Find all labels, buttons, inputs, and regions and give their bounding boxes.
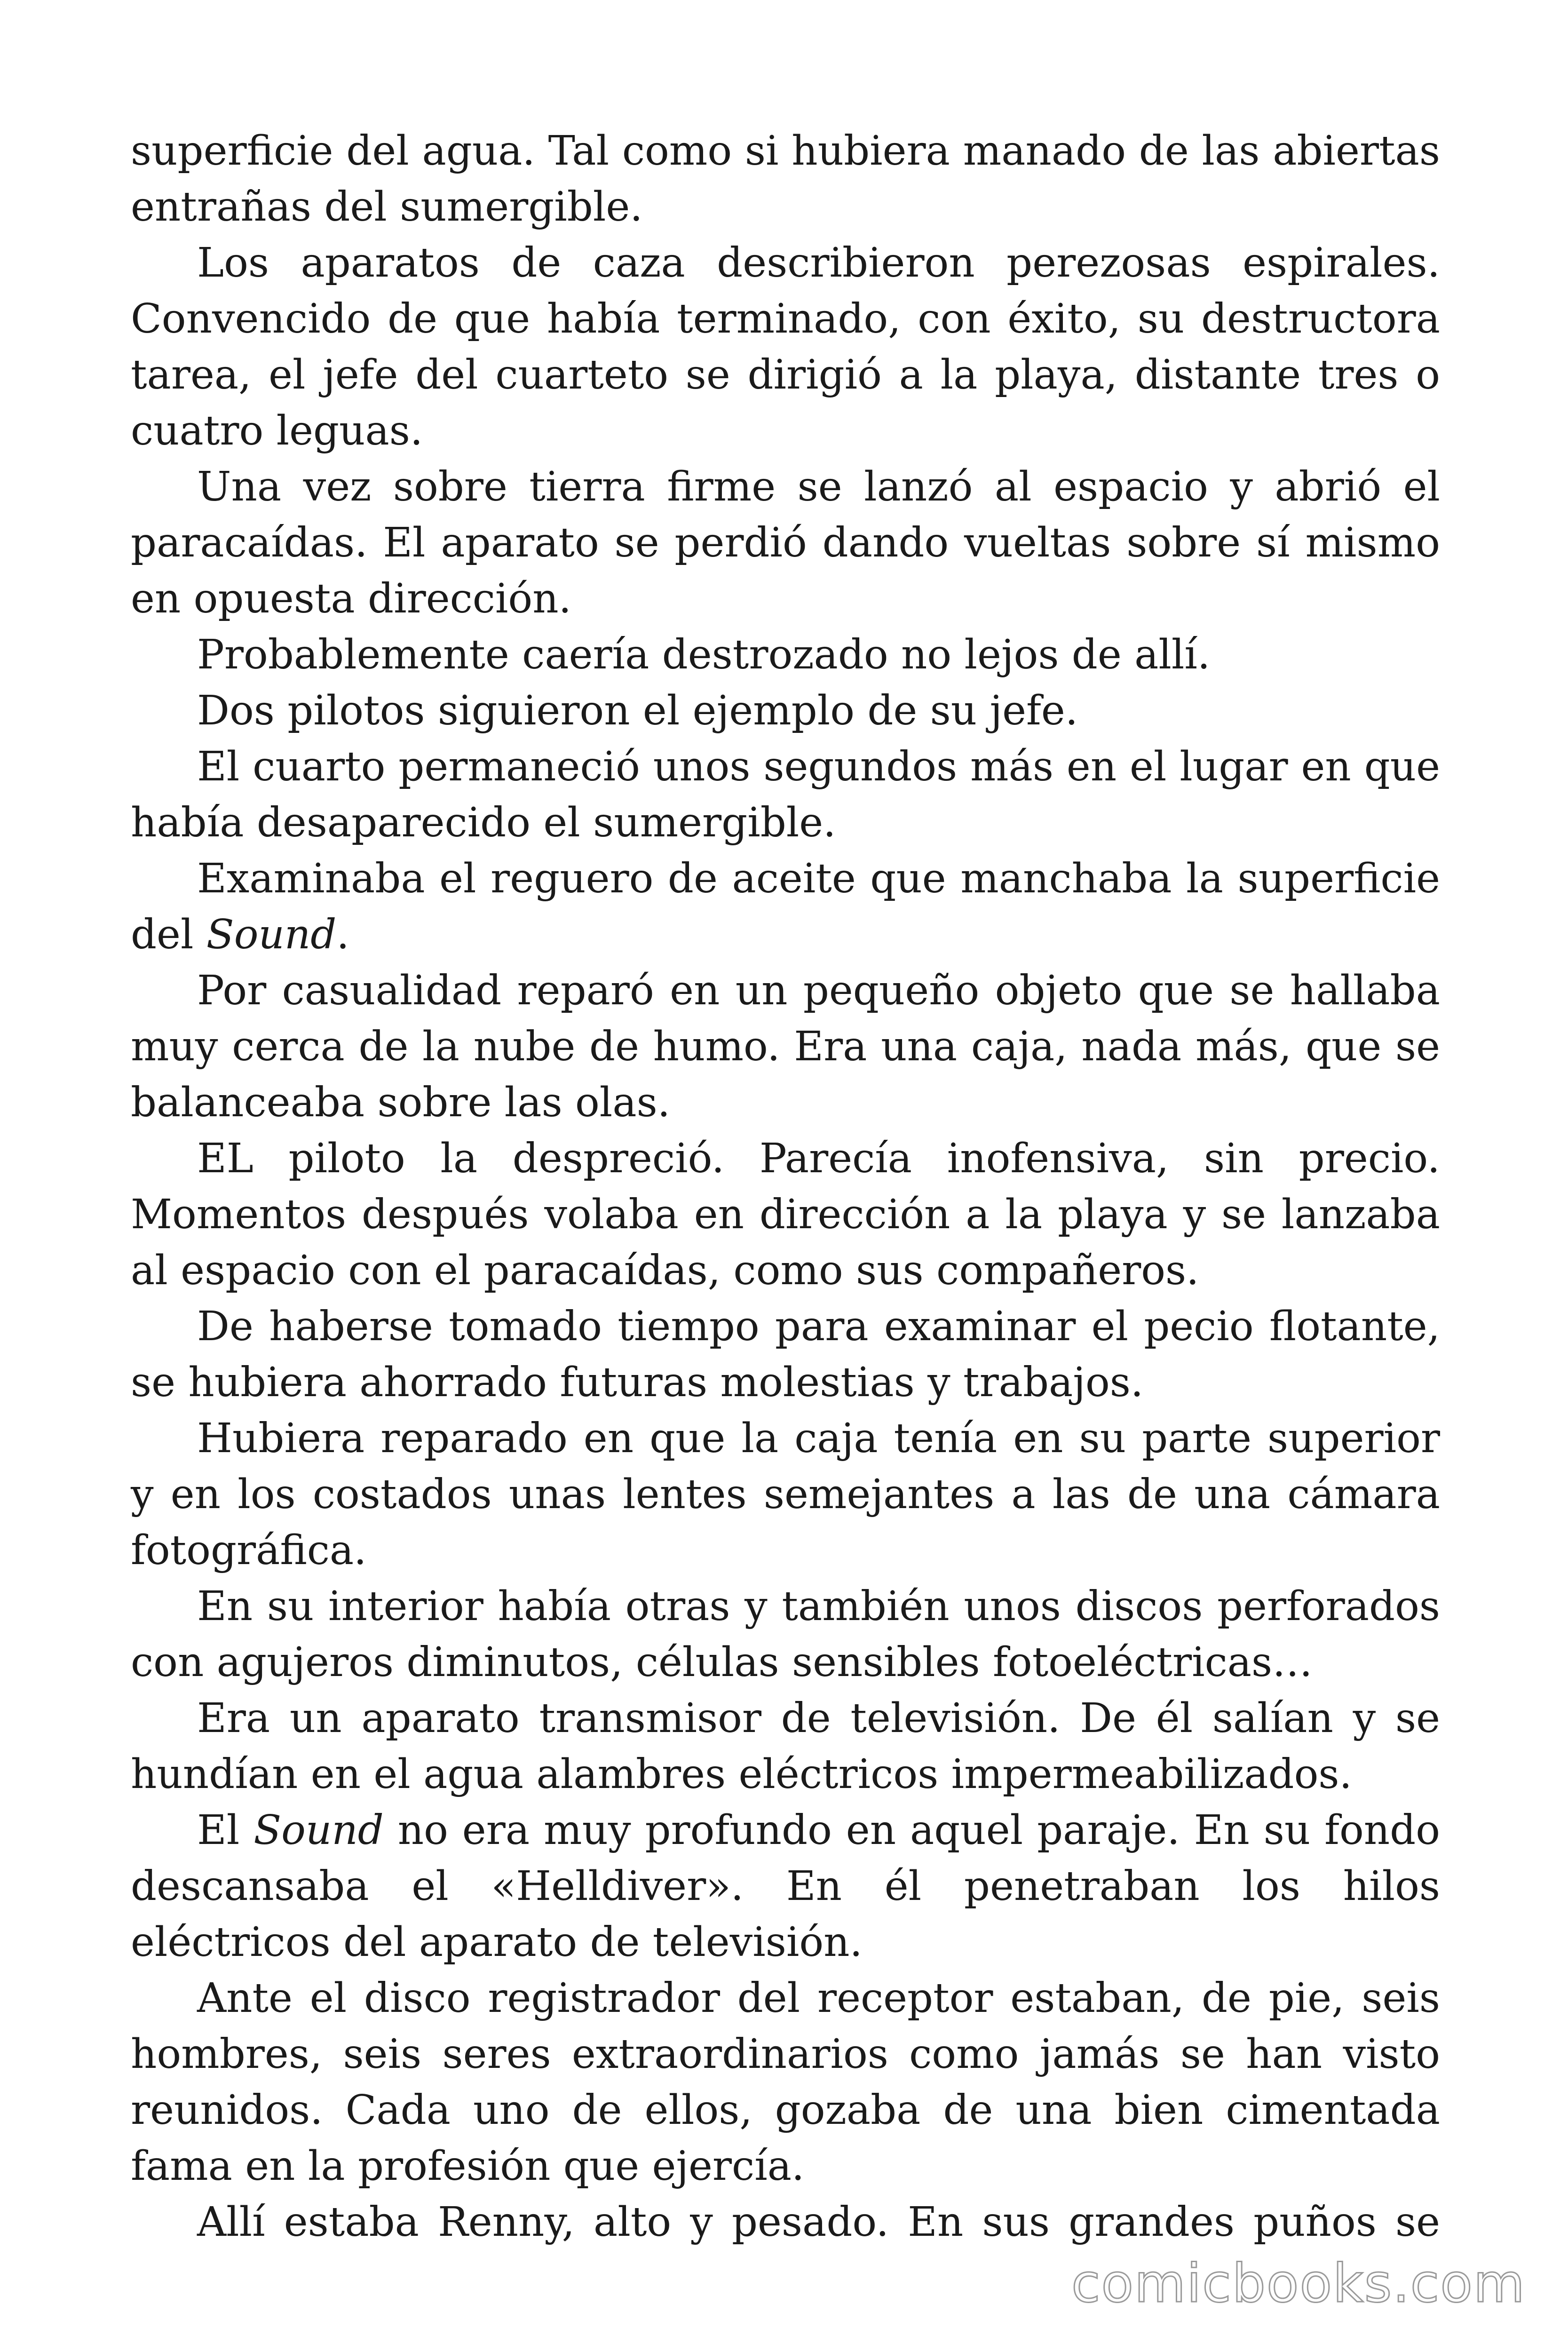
paragraph-11: Hubiera reparado en que la caja tenía en su parte superior y en los costados unas lentes semejantes a las de una cámara fotográfica.	[131, 1415, 1440, 1574]
paragraph-3: Una vez sobre tierra firme se lanzó al espacio y abrió el paracaídas. El aparato se perdió dando vueltas sobre sí mismo en opuesta dirección.	[131, 463, 1440, 622]
book-page	[131, 123, 1440, 2250]
paragraph-4: Probablemente caería destrozado no lejos de allí.	[197, 631, 1211, 678]
paragraph-10: De haberse tomado tiempo para examinar el pecio flotante, se hubiera ahorrado futuras molestias y trabajos.	[131, 1303, 1440, 1406]
italic-sound: Sound	[206, 911, 337, 958]
paragraph-9: EL piloto la despreció. Parecía inofensiva, sin precio. Momentos después volaba en dirección a la playa y se lanzaba al espacio con el paracaídas, como sus compañeros.	[131, 1135, 1440, 1294]
site-watermark: comicbooks.com	[1071, 2253, 1526, 2314]
paragraph-2: Los aparatos de caza describieron perezosas espirales. Convencido de que había terminado, con éxito, su destructora tarea, el jefe del cuarteto se dirigió a la playa, distante tres o cuatro leguas.	[131, 239, 1440, 454]
paragraph-1: superficie del agua. Tal como si hubiera manado de las abiertas entrañas del sumergible.	[131, 127, 1440, 230]
paragraph-15: Ante el disco registrador del receptor estaban, de pie, seis hombres, seis seres extraordinarios como jamás se han visto reunidos. Cada uno de ellos, gozaba de una bien cimentada fama en la profesión que ejercía.	[131, 1975, 1440, 2190]
paragraph-12: En su interior había otras y también unos discos perforados con agujeros diminutos, células sensibles fotoeléctricas…	[131, 1583, 1440, 1686]
paragraph-7: Examinaba el reguero de aceite que manchaba la superficie del Sound.	[131, 855, 1440, 958]
paragraph-6: El cuarto permaneció unos segundos más en el lugar en que había desaparecido el sumergible.	[131, 743, 1440, 846]
paragraph-16: Allí estaba Renny, alto y pesado. En sus grandes puños se	[197, 2199, 1440, 2246]
paragraph-8: Por casualidad reparó en un pequeño objeto que se hallaba muy cerca de la nube de humo. Era una caja, nada más, que se balanceaba sobre las olas.	[131, 967, 1440, 1126]
italic-sound: Sound	[253, 1807, 384, 1854]
paragraph-14: El Sound no era muy profundo en aquel paraje. En su fondo descansaba el «Helldiver». En él penetraban los hilos eléctricos del aparato de televisión.	[131, 1807, 1440, 1966]
paragraph-13: Era un aparato transmisor de televisión. De él salían y se hundían en el agua alambres eléctricos impermeabilizados.	[131, 1695, 1440, 1798]
paragraph-5: Dos pilotos siguieron el ejemplo de su jefe.	[197, 687, 1078, 734]
